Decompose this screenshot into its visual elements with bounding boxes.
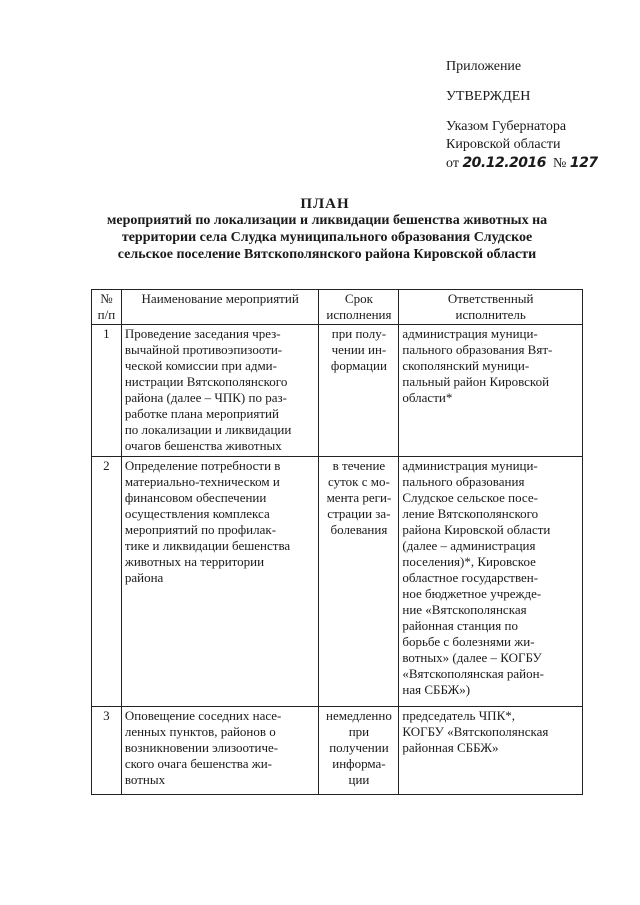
appendix-label: Приложение <box>446 59 522 74</box>
row-number: 2 <box>92 457 122 707</box>
row-name-line: Проведение заседания чрез- <box>124 326 281 341</box>
row-name-line: ческой комиссии при адми- <box>124 358 277 373</box>
row-responsible-line: вотных» (далее – КОГБУ <box>402 650 542 665</box>
row-responsible-line: районная станция по <box>402 618 518 633</box>
subtitle-line-1: мероприятий по локализации и ликвидации бешенства животных на <box>106 213 548 228</box>
decree-date-handwritten: 20.12.2016 <box>462 155 547 171</box>
row-term-line: чении ин- <box>331 342 387 357</box>
row-responsible-line: ние «Вятскополянская <box>402 602 527 617</box>
row-responsible-line: области* <box>402 390 453 405</box>
row-responsible-line: пальный район Кировской <box>402 374 550 389</box>
row-number: 1 <box>92 325 122 457</box>
row-responsible-line: пального образования <box>402 474 525 489</box>
row-responsible-line: скополянский муници- <box>402 358 530 373</box>
row-term-line: ции <box>348 772 370 787</box>
document-title: ПЛАН <box>300 196 350 212</box>
row-term <box>319 325 399 457</box>
row-responsible-line: пального образования Вят- <box>402 342 553 357</box>
row-responsible-line: районная СББЖ» <box>402 740 499 755</box>
header-resp-line1: Ответственный <box>447 291 534 306</box>
row-term-line: получении <box>329 740 389 755</box>
table-header-row <box>92 290 583 325</box>
row-responsible-line: поселения)*, Кировское <box>402 554 536 569</box>
number-prefix: № <box>553 156 567 171</box>
row-responsible-line: ная СББЖ») <box>402 682 471 697</box>
row-term-line: информа- <box>332 756 386 771</box>
plan-table <box>91 289 583 795</box>
subtitle-line-3: сельское поселение Вятскополянского района Кировской области <box>117 247 537 262</box>
row-name <box>121 707 319 795</box>
row-term <box>319 707 399 795</box>
row-name-line: вотных <box>124 772 166 787</box>
row-responsible <box>399 457 583 707</box>
table-row <box>92 457 583 707</box>
subtitle-line-2: территории села Слудка муниципального образования Слудское <box>121 230 533 245</box>
row-term-line: при <box>348 724 370 739</box>
row-responsible-line: ление Вятскополянского <box>402 506 539 521</box>
row-name-line: ленных пунктов, районов о <box>124 724 276 739</box>
table-row <box>92 707 583 795</box>
header-term-line1: Срок <box>344 291 373 306</box>
document-subtitle <box>92 212 562 263</box>
header-name: Наименование мероприятий <box>121 290 319 325</box>
header-responsible <box>399 290 583 325</box>
row-responsible-line: ное бюджетное учрежде- <box>402 586 542 601</box>
row-term-line: мента реги- <box>326 490 392 505</box>
row-term-line: в течение <box>332 458 386 473</box>
header-term <box>319 290 399 325</box>
row-responsible-line: КОГБУ «Вятскополянская <box>402 724 549 739</box>
date-prefix: от <box>446 156 459 171</box>
row-term <box>319 457 399 707</box>
table-row <box>92 325 583 457</box>
header-num-line1: № <box>100 291 113 306</box>
row-name-line: нистрации Вятскополянского <box>124 374 288 389</box>
row-term-line: немедленно <box>326 708 392 723</box>
row-term-line: при полу- <box>331 326 387 341</box>
row-term-line: страции за- <box>327 506 391 521</box>
header-term-line2: исполнения <box>326 307 392 322</box>
decree-date-row <box>446 154 626 173</box>
row-name-line: материально-техническом и <box>124 474 280 489</box>
header-num <box>92 290 122 325</box>
row-name-line: вычайной противоэпизооти- <box>124 342 283 357</box>
row-responsible <box>399 325 583 457</box>
row-name-line: Оповещение соседних насе- <box>124 708 282 723</box>
row-name <box>121 457 319 707</box>
row-name-line: по локализации и ликвидации <box>124 422 292 437</box>
row-name-line: осуществления комплекса <box>124 506 270 521</box>
row-name-line: Определение потребности в <box>124 458 281 473</box>
row-name-line: района <box>124 570 164 585</box>
row-responsible-line: борьбе с болезнями жи- <box>402 634 535 649</box>
row-responsible <box>399 707 583 795</box>
row-responsible-line: Слудское сельское посе- <box>402 490 538 505</box>
decree-line-2: Кировской области <box>446 137 561 152</box>
row-number: 3 <box>92 707 122 795</box>
row-term-line: формации <box>330 358 387 373</box>
row-term-line: болевания <box>330 522 388 537</box>
row-name-line: финансовом обеспечении <box>124 490 267 505</box>
row-name-line: мероприятий по профилак- <box>124 522 277 537</box>
row-name <box>121 325 319 457</box>
header-resp-line2: исполнитель <box>455 307 526 322</box>
row-name-line: животных на территории <box>124 554 265 569</box>
header-num-line2: п/п <box>97 307 116 322</box>
row-name-line: возникновении элизоотиче- <box>124 740 279 755</box>
row-name-line: работке плана мероприятий <box>124 406 279 421</box>
row-responsible-line: администрация муници- <box>402 458 538 473</box>
decree-number-handwritten: 127 <box>569 155 598 171</box>
row-responsible-line: администрация муници- <box>402 326 538 341</box>
row-responsible-line: (далее – администрация <box>402 538 536 553</box>
row-term-line: суток с мо- <box>328 474 390 489</box>
row-name-line: района (далее – ЧПК) по раз- <box>124 390 287 405</box>
row-name-line: ского очага бешенства жи- <box>124 756 273 771</box>
row-name-line: тике и ликвидации бешенства <box>124 538 291 553</box>
approved-label: УТВЕРЖДЕН <box>446 89 531 104</box>
decree-line-1: Указом Губернатора <box>446 119 567 134</box>
row-responsible-line: «Вятскополянская район- <box>402 666 544 681</box>
approval-block <box>446 58 626 173</box>
row-responsible-line: областное государствен- <box>402 570 539 585</box>
row-responsible-line: председатель ЧПК*, <box>402 708 515 723</box>
row-responsible-line: района Кировской области <box>402 522 551 537</box>
row-name-line: очагов бешенства животных <box>124 438 282 453</box>
